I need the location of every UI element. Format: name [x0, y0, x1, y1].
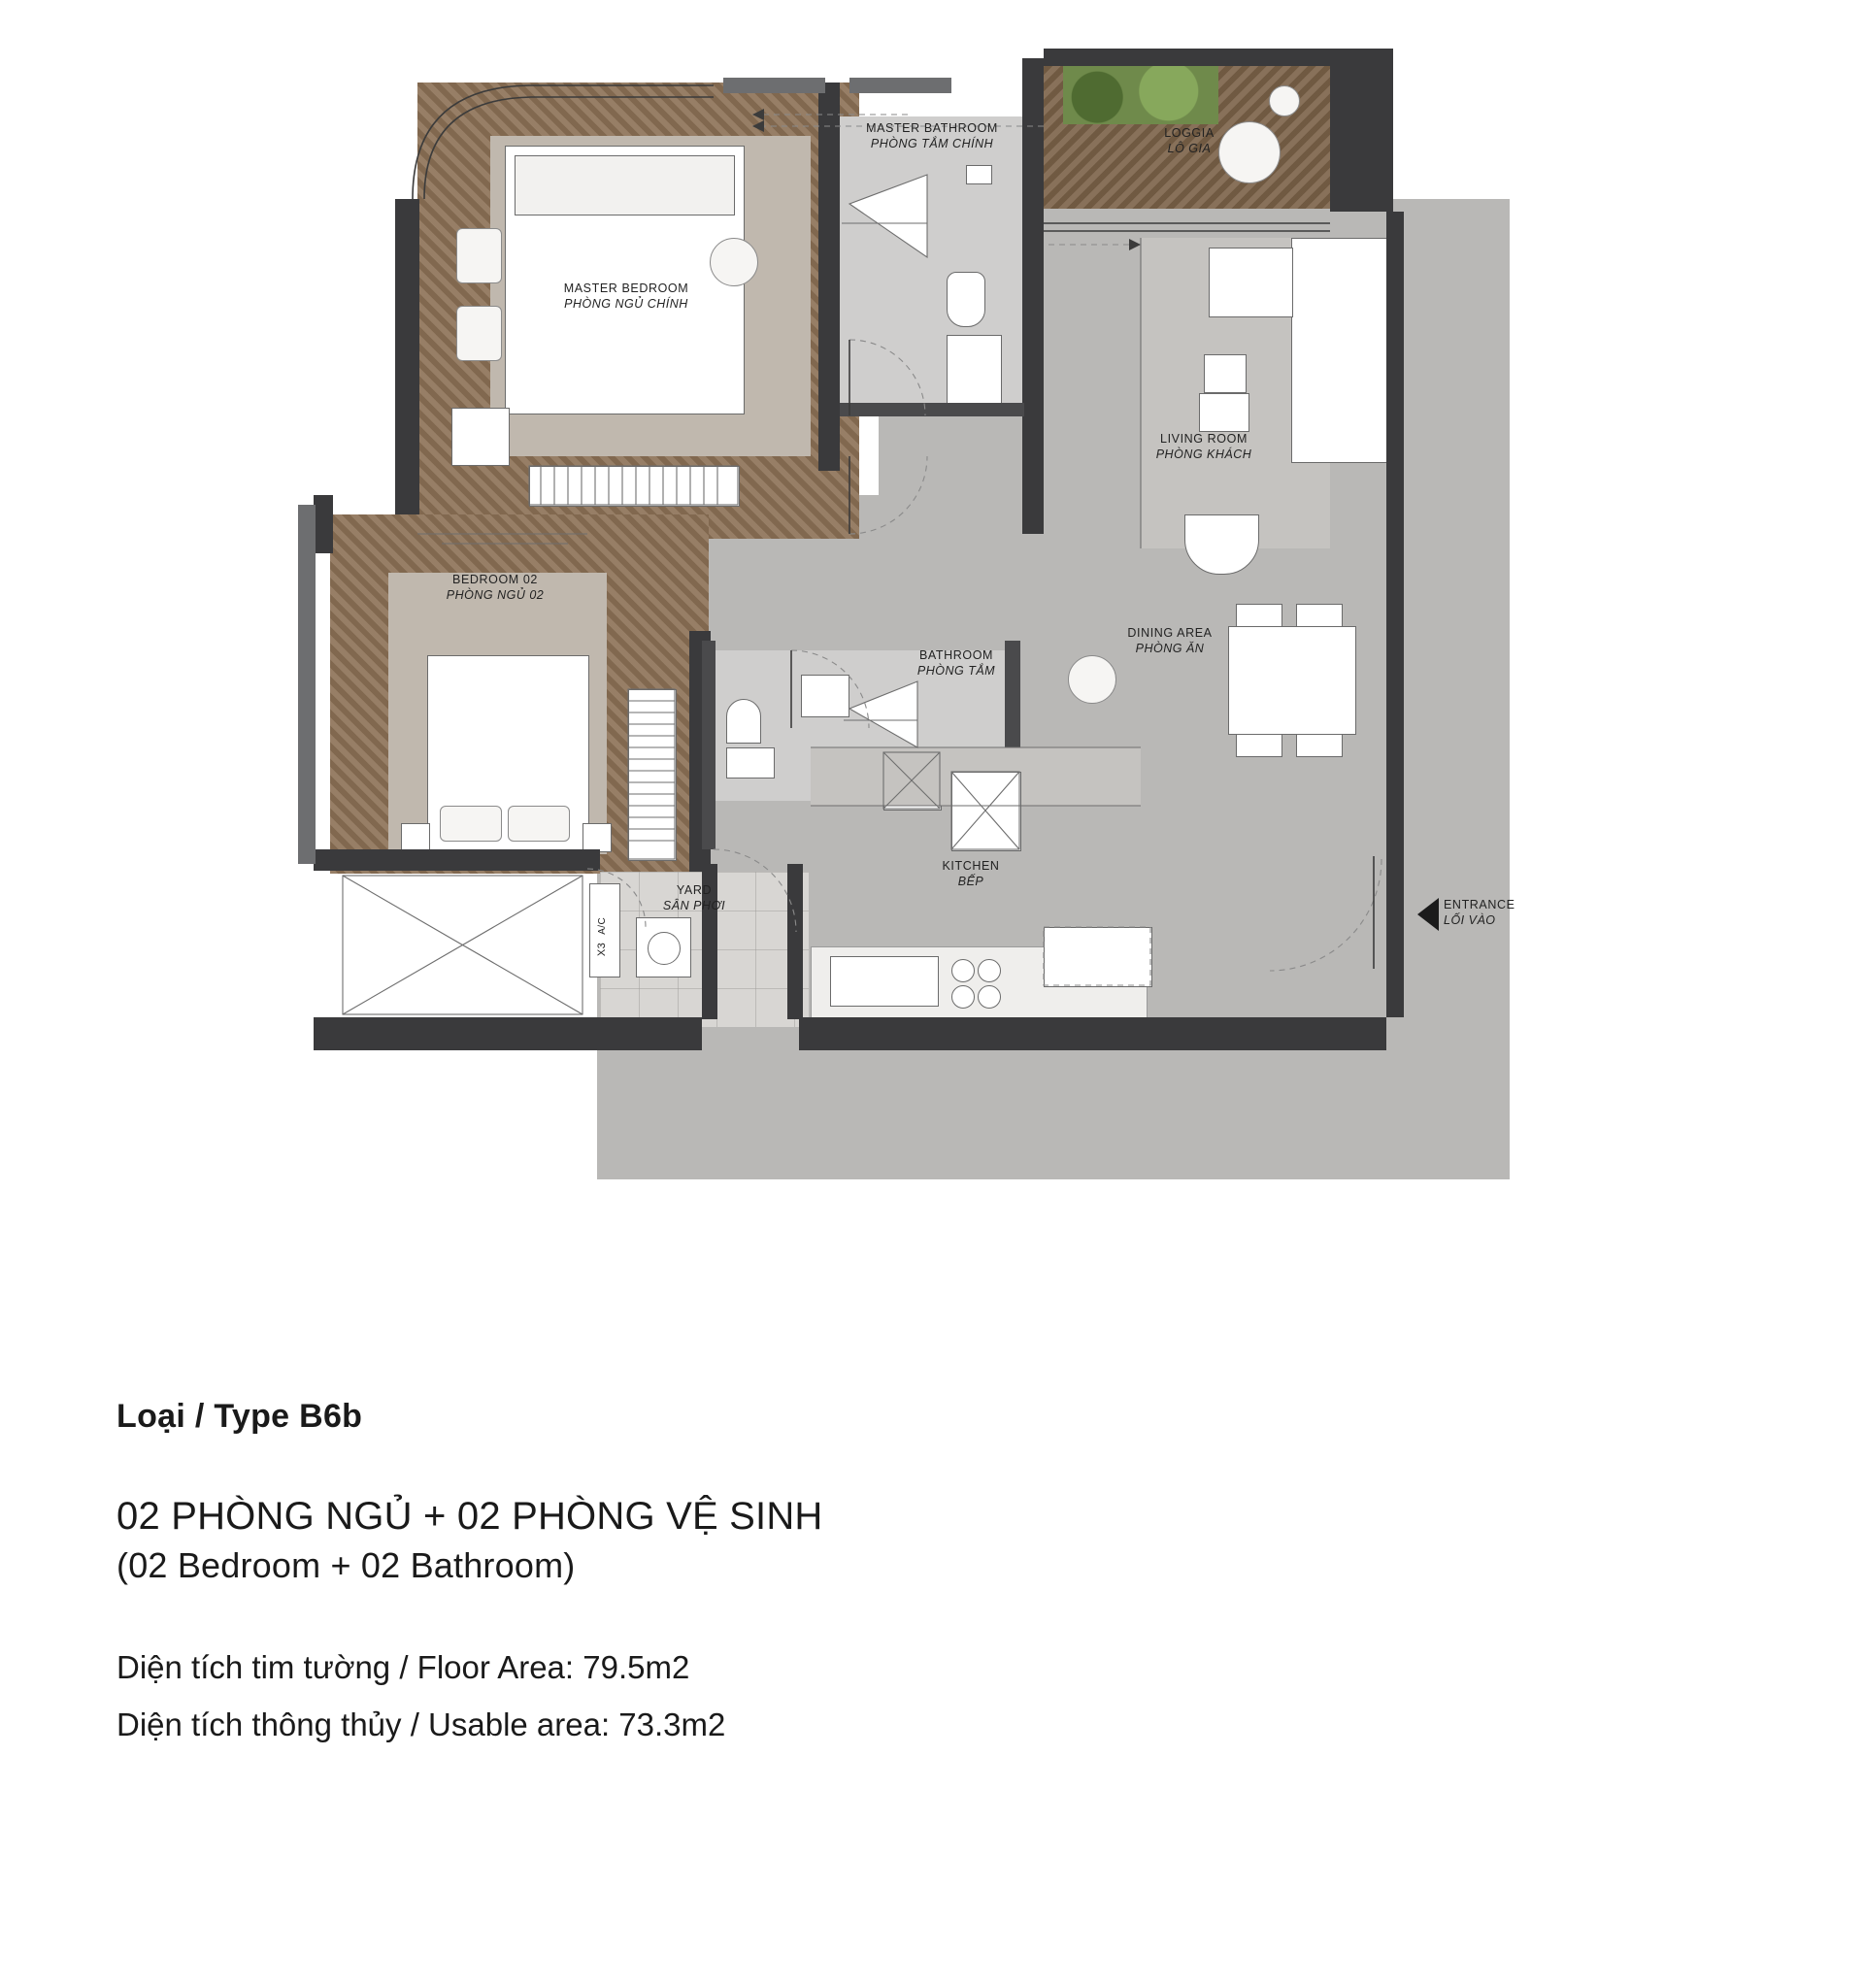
room-label-en: LOGGIA [1164, 126, 1215, 140]
plan-canvas [170, 29, 1616, 1310]
room-label-en: MASTER BATHROOM [866, 121, 998, 135]
room-label-en: DINING AREA [1127, 626, 1213, 640]
unit-rooms-en: (02 Bedroom + 02 Bathroom) [116, 1545, 576, 1585]
ac-unit-label: A/C [596, 916, 608, 935]
room-label-yard [607, 883, 782, 913]
unit-usable-area: Diện tích thông thủy / Usable area: 73.3m2 [116, 1706, 726, 1743]
unit-floor-area: Diện tích tim tường / Floor Area: 79.5m2 [116, 1648, 690, 1685]
entrance-label [1444, 898, 1628, 928]
room-label-kitchen [893, 859, 1048, 889]
entrance-label-en: ENTRANCE [1444, 898, 1515, 911]
entrance-arrow-icon [1417, 898, 1439, 931]
room-label-en: YARD [676, 883, 713, 897]
room-label-bathroom [869, 648, 1044, 679]
room-label-en: BEDROOM 02 [452, 573, 538, 586]
unit-caption-block [116, 1398, 1573, 1748]
room-label-bedroom-02 [379, 573, 612, 603]
ac-annotation [558, 916, 646, 957]
room-label-vi: LÔ GIA [1167, 141, 1212, 155]
room-label-master-bedroom [461, 282, 791, 312]
room-label-loggia [1102, 126, 1277, 156]
room-label-vi: PHÒNG KHÁCH [1155, 447, 1252, 461]
room-label-master-bathroom [806, 121, 1058, 151]
room-label-vi: PHÒNG NGỦ 02 [446, 587, 545, 602]
room-label-vi: PHÒNG TẮM [916, 663, 996, 678]
ac-qty-label: X3 [596, 942, 608, 957]
unit-rooms-vi: 02 PHÒNG NGỦ + 02 PHÒNG VỆ SINH [116, 1495, 823, 1538]
room-label-en: BATHROOM [918, 648, 994, 662]
room-label-en: KITCHEN [942, 859, 1000, 873]
room-label-vi: BẾP [957, 874, 984, 888]
room-label-living-room [1097, 432, 1311, 462]
room-label-vi: PHÒNG TẮM CHÍNH [870, 136, 994, 150]
room-label-en: LIVING ROOM [1160, 432, 1248, 446]
unit-type-title: Loại / Type B6b [116, 1398, 363, 1435]
room-label-vi: PHÒNG NGỦ CHÍNH [564, 296, 688, 311]
room-label-vi: SÂN PHƠI [662, 898, 726, 912]
entrance-label-vi: LỐI VÀO [1444, 912, 1496, 927]
room-label-dining-area [1063, 626, 1277, 656]
room-label-en: MASTER BEDROOM [563, 282, 689, 295]
room-label-vi: PHÒNG ĂN [1135, 641, 1205, 655]
